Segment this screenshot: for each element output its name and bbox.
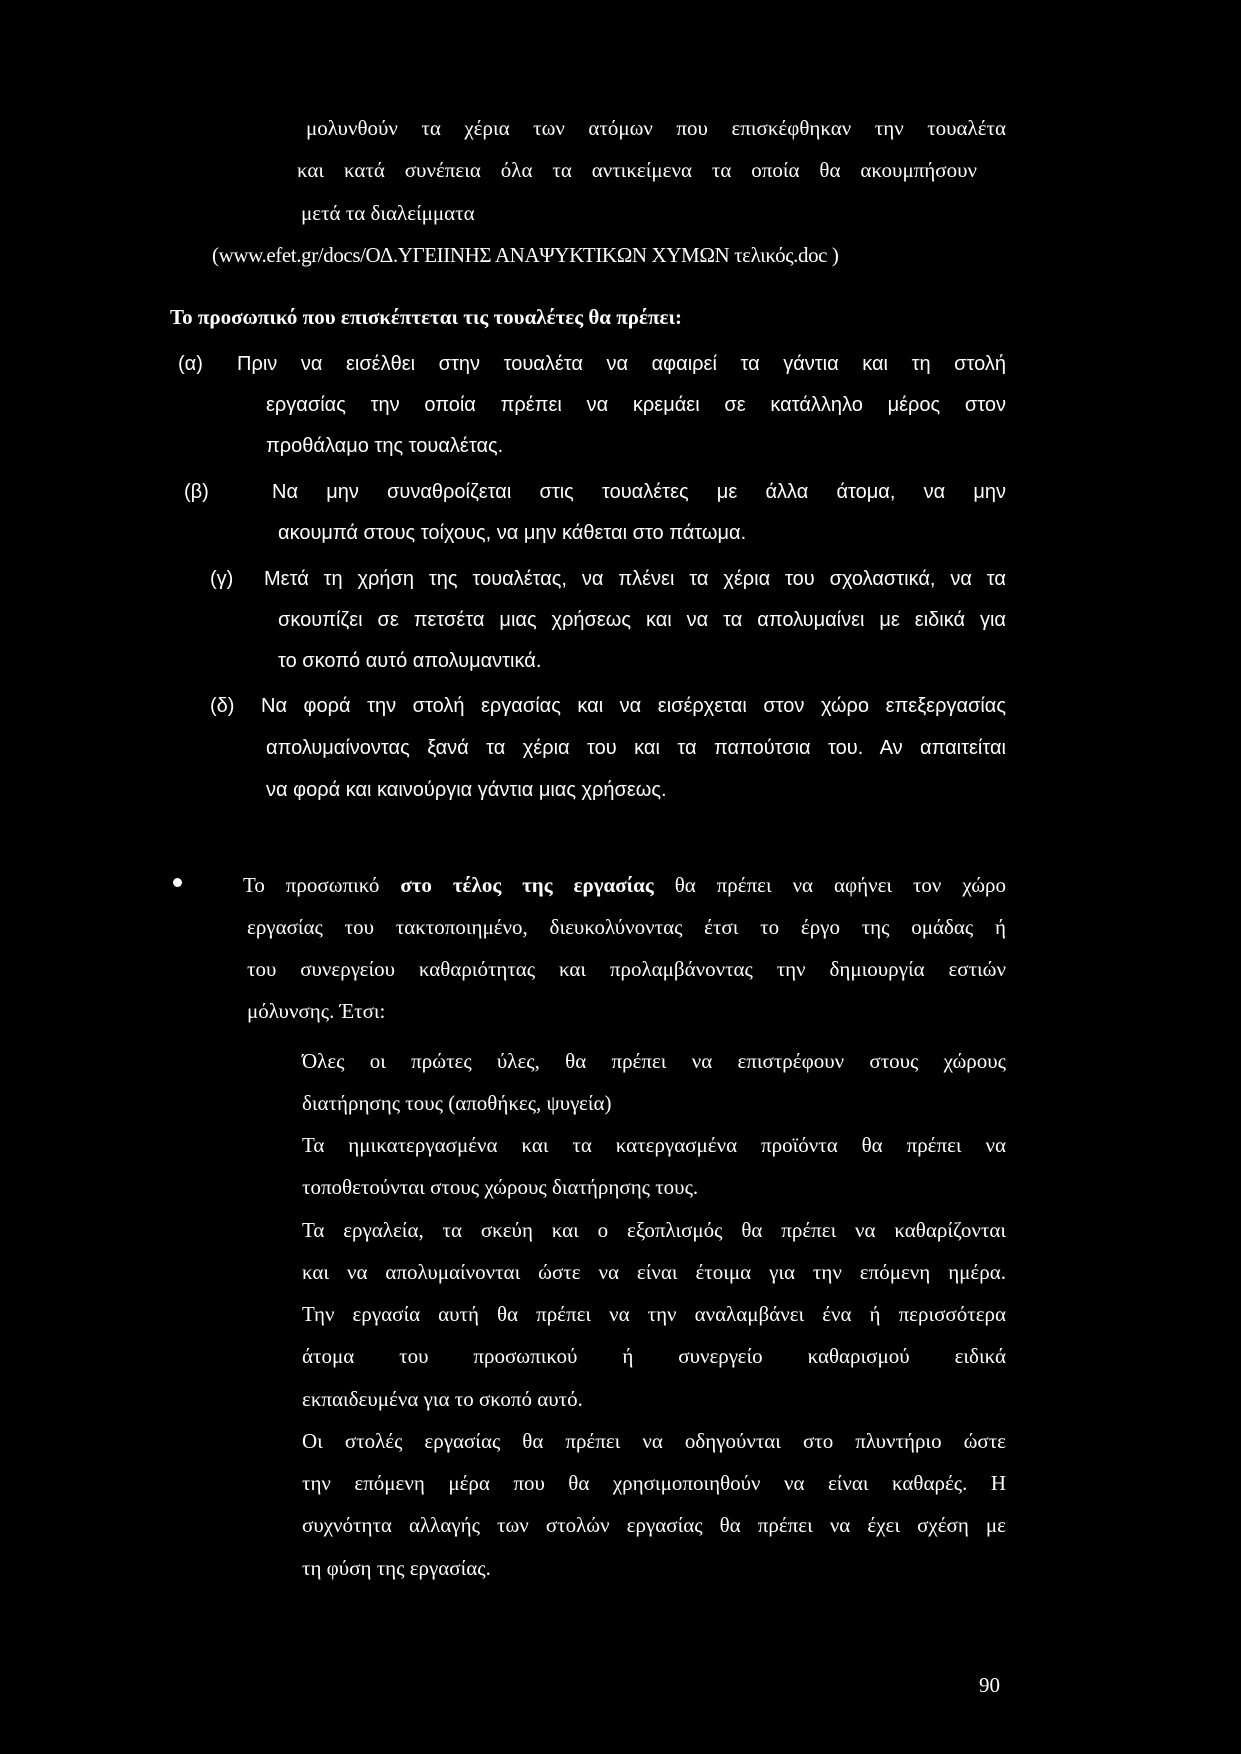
sub-item-line: Όλες οι πρώτες ύλες, θα πρέπει να επιστρέφουν στους χώρους [302, 1049, 1006, 1073]
item-b-line: Να μην συναθροίζεται στις τουαλέτες με άλλα άτομα, να μην [272, 481, 1006, 503]
bullet-post-text: θα πρέπει να αφήνει τον χώρο [653, 873, 1006, 897]
sub-item-line: και να απολυμαίνονται ώστε να είναι έτοιμα για την επόμενη ημέρα. [302, 1260, 1006, 1284]
sub-item-line: την επόμενη μέρα που θα χρησιμοποιηθούν να είναι καθαρές. Η [302, 1471, 1006, 1495]
item-marker-b: (β) [184, 481, 209, 503]
item-a-line: προθάλαμο της τουαλέτας. [266, 435, 504, 457]
sub-item-line: διατήρησης τους (αποθήκες, ψυγεία) [302, 1091, 612, 1115]
item-a-line: εργασίας την οποία πρέπει να κρεμάει σε κατάλληλο μέρος στον [266, 394, 1006, 416]
bullet-emphasis: στο τέλος της εργασίας [400, 873, 654, 897]
bullet-pre-text: Το προσωπικό [243, 873, 401, 897]
sub-item-line: εκπαιδευμένα για το σκοπό αυτό. [302, 1387, 583, 1411]
item-d-line: Να φορά την στολή εργασίας και να εισέρχεται στον χώρο επεξεργασίας [261, 695, 1006, 717]
page-number: 90 [979, 1673, 1000, 1697]
sub-item-line: τη φύση της εργασίας. [302, 1556, 491, 1580]
item-a-line: Πριν να εισέλθει στην τουαλέτα να αφαιρεί τα γάντια και τη στολή [237, 353, 1006, 375]
sub-item-line: Τα εργαλεία, τα σκεύη και ο εξοπλισμός θα πρέπει να καθαρίζονται [302, 1218, 1006, 1242]
item-b-line: ακουμπά στους τοίχους, να μην κάθεται στο πάτωμα. [278, 522, 747, 544]
section-heading: Το προσωπικό που επισκέπτεται τις τουαλέτες θα πρέπει: [170, 305, 682, 329]
sub-item-line: συχνότητα αλλαγής των στολών εργασίας θα πρέπει να έχει σχέση με [302, 1513, 1006, 1537]
sub-item-line: Την εργασία αυτή θα πρέπει να την αναλαμβάνει ένα ή περισσότερα [302, 1302, 1006, 1326]
item-c-line: το σκοπό αυτό απολυμαντικά. [278, 650, 542, 672]
item-c-line: Μετά τη χρήση της τουαλέτας, να πλένει τα χέρια του σχολαστικά, να τα [264, 568, 1006, 590]
source-reference: (www.efet.gr/docs/ΟΔ.ΥΓΕΙΙΝΗΣ ΑΝΑΨΥΚΤΙΚΩΝ ΧΥΜΩΝ τελικός.doc ) [212, 243, 839, 267]
continuation-line: μετά τα διαλείμματα [301, 201, 475, 225]
sub-item-line: Τα ημικατεργασμένα και τα κατεργασμένα προϊόντα θα πρέπει να [302, 1133, 1006, 1157]
sub-item-line: άτομα του προσωπικού ή συνεργείο καθαρισμού ειδικά [302, 1344, 1006, 1368]
item-d-line: να φορά και καινούργια γάντια μιας χρήσεως. [266, 779, 667, 801]
sub-item-line: τοποθετούνται στους χώρους διατήρησης τους. [302, 1175, 699, 1199]
bullet-paragraph-line: του συνεργείου καθαριότητας και προλαμβάνοντας την δημιουργία εστιών [247, 957, 1006, 981]
continuation-line: μολυνθούν τα χέρια των ατόμων που επισκέφθηκαν την τουαλέτα [306, 116, 1006, 140]
bullet-paragraph-line: μόλυνσης. Έτσι: [247, 999, 386, 1023]
sub-item-line: Οι στολές εργασίας θα πρέπει να οδηγούνται στο πλυντήριο ώστε [302, 1429, 1006, 1453]
item-marker-d: (δ) [210, 695, 235, 717]
bullet-paragraph-first-line [243, 872, 1006, 898]
item-c-line: σκουπίζει σε πετσέτα μιας χρήσεως και να τα απολυμαίνει με ειδικά για [278, 609, 1006, 631]
item-d-line: απολυμαίνοντας ξανά τα χέρια του και τα παπούτσια του. Αν απαιτείται [266, 737, 1006, 759]
item-marker-a: (α) [178, 353, 203, 375]
bullet-paragraph-line: εργασίας του τακτοποιημένο, διευκολύνοντας έτσι το έργο της ομάδας ή [247, 915, 1006, 939]
continuation-line: και κατά συνέπεια όλα τα αντικείμενα τα οποία θα ακουμπήσουν [297, 158, 977, 182]
bullet-icon [173, 878, 182, 887]
item-marker-c: (γ) [210, 568, 234, 590]
